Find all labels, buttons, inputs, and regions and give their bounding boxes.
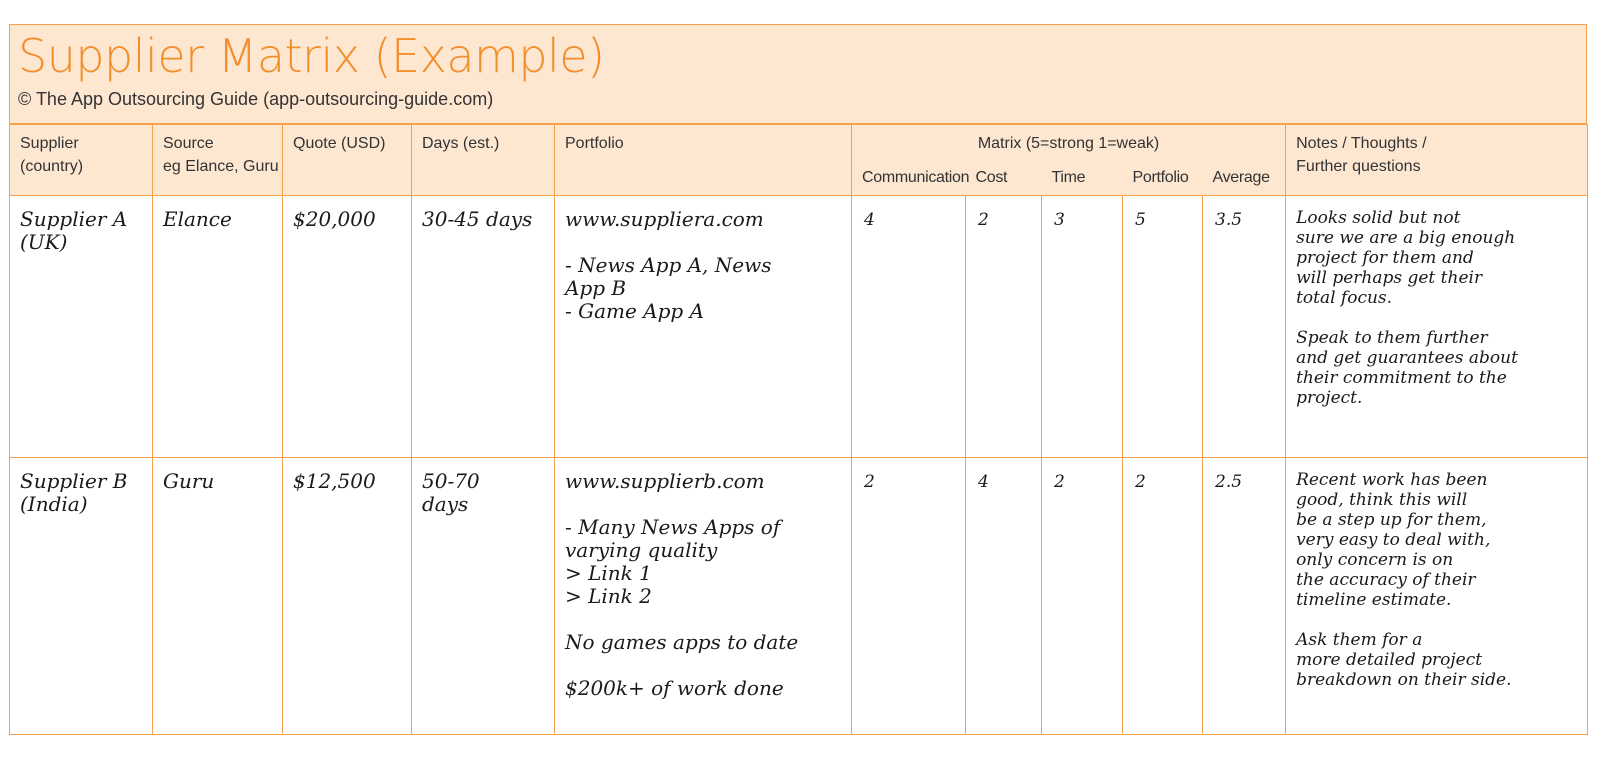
portfolio-line: - News App A, News (565, 253, 772, 277)
cell-score-time (1042, 196, 1123, 458)
portfolio-line: App B (565, 276, 627, 300)
col-header-quote (283, 125, 412, 196)
cell-score-communication (852, 458, 966, 735)
col-header-source (153, 125, 283, 196)
notes-line: breakdown on their side. (1296, 670, 1512, 690)
cell-supplier (10, 458, 153, 735)
sub-header-portfolio-label: Portfolio (1132, 169, 1189, 186)
cell-portfolio (555, 458, 852, 735)
source-value: Guru (163, 469, 215, 493)
portfolio-line: - Game App A (565, 299, 705, 323)
sub-header-average-label: Average (1212, 169, 1270, 186)
portfolio-line: No games apps to date (565, 630, 799, 654)
notes-line (1296, 308, 1579, 328)
cell-score-time (1042, 458, 1123, 735)
col-header-portfolio-label: Portfolio (565, 135, 624, 152)
col-header-days-label: Days (est.) (422, 135, 500, 152)
portfolio-line: - Many News Apps of (565, 515, 781, 539)
notes-line: the accuracy of their (1296, 570, 1476, 590)
col-header-supplier (10, 125, 153, 196)
notes-line: be a step up for them, (1296, 510, 1487, 530)
notes-line: project for them and (1296, 248, 1474, 268)
portfolio-url: www.suppliera.com (565, 207, 764, 231)
supplier-country: (India) (20, 492, 88, 516)
source-value: Elance (163, 207, 232, 231)
col-header-portfolio (555, 125, 852, 196)
portfolio-line (565, 231, 843, 254)
days-value: days (422, 492, 469, 516)
portfolio-line (565, 654, 843, 677)
cell-score-cost (966, 458, 1042, 735)
notes-line: more detailed project (1296, 650, 1483, 670)
score-cost: 4 (978, 472, 989, 492)
notes-line: good, think this will (1296, 490, 1468, 510)
sub-header-cost (966, 165, 1042, 196)
notes-line: their commitment to the (1296, 368, 1507, 388)
cell-quote (283, 196, 412, 458)
col-header-notes-line2: Further questions (1296, 158, 1421, 175)
score-communication: 4 (864, 210, 875, 230)
cell-score-average (1203, 196, 1286, 458)
notes-line: only concern is on (1296, 550, 1454, 570)
cell-score-portfolio (1123, 196, 1203, 458)
col-header-notes-line1: Notes / Thoughts / (1296, 135, 1427, 152)
cell-supplier (10, 196, 153, 458)
quote-value: $20,000 (293, 207, 376, 231)
cell-source (153, 458, 283, 735)
score-portfolio: 5 (1135, 210, 1146, 230)
cell-score-average (1203, 458, 1286, 735)
sub-header-cost-label: Cost (975, 169, 1008, 186)
notes-line (1296, 610, 1579, 630)
notes-line: total focus. (1296, 288, 1393, 308)
cell-score-cost (966, 196, 1042, 458)
quote-value: $12,500 (293, 469, 376, 493)
notes-line: timeline estimate. (1296, 590, 1452, 610)
notes-line: Ask them for a (1296, 630, 1423, 650)
notes-line: Speak to them further (1296, 328, 1488, 348)
title-block (9, 24, 1587, 124)
cell-score-communication (852, 196, 966, 458)
sub-header-communication (852, 165, 970, 196)
score-time: 3 (1054, 210, 1065, 230)
sub-header-average (1203, 165, 1286, 196)
portfolio-url: www.supplierb.com (565, 469, 765, 493)
notes-line: project. (1296, 388, 1363, 408)
score-portfolio: 2 (1135, 472, 1146, 492)
cell-score-portfolio (1123, 458, 1203, 735)
cell-notes (1286, 196, 1588, 458)
col-header-days (412, 125, 555, 196)
col-header-source-line1: Source (163, 135, 214, 152)
supplier-country: (UK) (20, 230, 68, 254)
portfolio-line: > Link 2 (565, 584, 652, 608)
score-average: 2.5 (1215, 472, 1243, 492)
matrix-title: Matrix (5=strong 1=weak) (977, 135, 1160, 152)
col-header-matrix (852, 125, 1286, 166)
sub-header-portfolio (1123, 165, 1203, 196)
cell-days (412, 196, 555, 458)
score-cost: 2 (978, 210, 989, 230)
col-header-quote-label: Quote (USD) (293, 135, 386, 152)
supplier-name: Supplier B (20, 469, 128, 493)
portfolio-line: $200k+ of work done (565, 676, 784, 700)
col-header-supplier-line1: Supplier (20, 135, 79, 152)
notes-line: Looks solid but not (1296, 208, 1461, 228)
portfolio-line: varying quality (565, 538, 718, 562)
col-header-supplier-line2: (country) (20, 158, 84, 175)
col-header-notes (1286, 125, 1588, 196)
notes-line: and get guarantees about (1296, 348, 1518, 368)
portfolio-line: > Link 1 (565, 561, 652, 585)
supplier-name: Supplier A (20, 207, 128, 231)
notes-line: will perhaps get their (1296, 268, 1483, 288)
cell-days (412, 458, 555, 735)
notes-line: Recent work has been (1296, 470, 1488, 490)
days-value: 30-45 days (422, 207, 533, 231)
cell-quote (283, 458, 412, 735)
portfolio-line (565, 608, 843, 631)
sub-header-time (1042, 165, 1123, 196)
supplier-matrix-sheet (9, 24, 1587, 749)
col-header-source-line2: eg Elance, Guru (163, 158, 279, 175)
days-value: 50-70 (422, 469, 480, 493)
table-row (10, 458, 1588, 735)
portfolio-line (565, 493, 843, 516)
copyright-subtitle: © The App Outsourcing Guide (app-outsourcing-guide.com) (18, 89, 494, 109)
notes-line: very easy to deal with, (1296, 530, 1491, 550)
score-average: 3.5 (1215, 210, 1243, 230)
score-communication: 2 (864, 472, 875, 492)
sub-header-time-label: Time (1051, 169, 1086, 186)
sub-header-communication-label: Communication (862, 169, 970, 186)
page-title: Supplier Matrix (Example) (18, 29, 605, 83)
score-time: 2 (1054, 472, 1065, 492)
table-row (10, 196, 1588, 458)
notes-line: sure we are a big enough (1296, 228, 1516, 248)
supplier-table (9, 124, 1588, 735)
cell-portfolio (555, 196, 852, 458)
cell-notes (1286, 458, 1588, 735)
cell-source (153, 196, 283, 458)
